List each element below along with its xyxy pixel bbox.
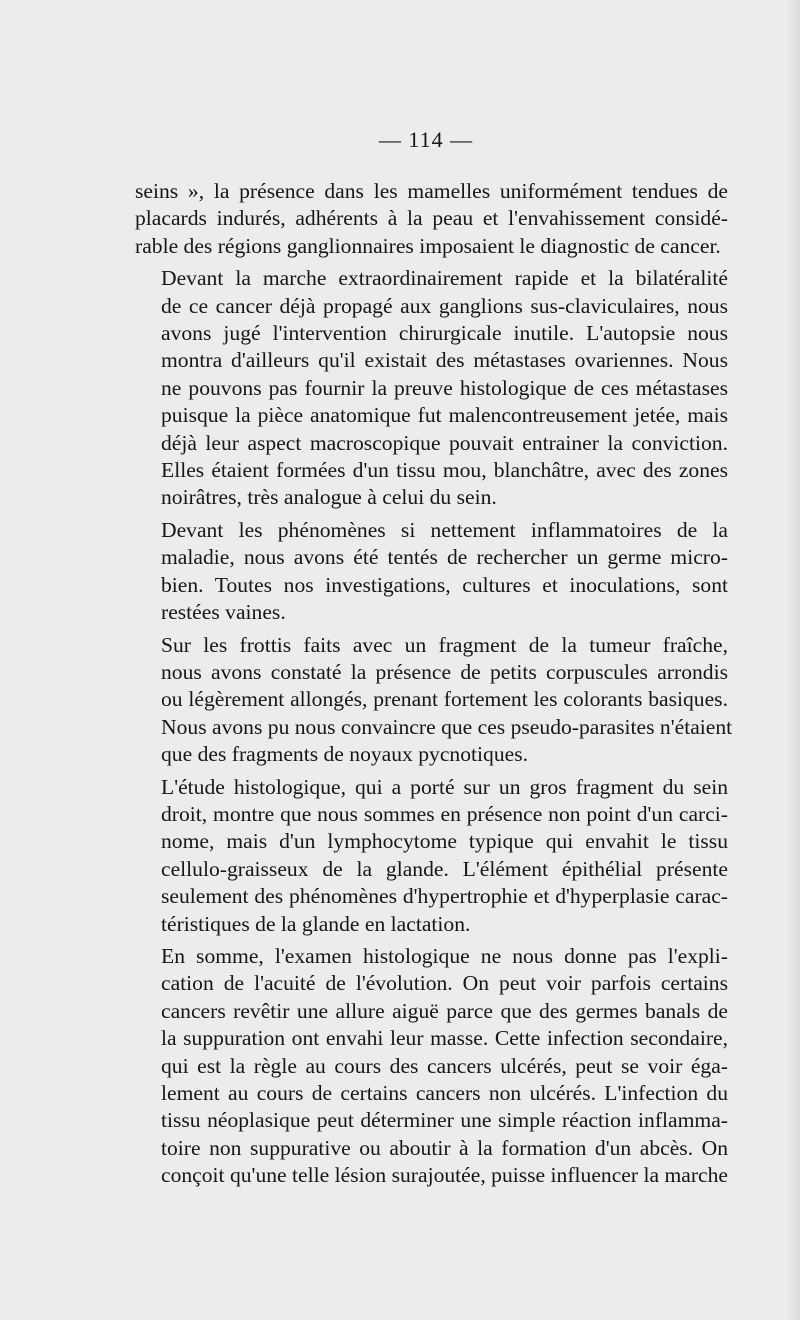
text-line: rable des régions ganglionnaires imposaient le diagnostic de cancer.: [135, 233, 721, 258]
text-line: seins », la présence dans les mamelles uniformément tendues de: [135, 179, 728, 203]
paragraph: [135, 632, 733, 769]
text-line: cation de l'acuité de l'évolution. On peut voir parfois certains: [161, 971, 728, 996]
paragraph: [135, 774, 728, 938]
text-line: de ce cancer déjà propagé aux ganglions sus-claviculaires, nous: [161, 293, 728, 318]
text-line: qui est la règle au cours des cancers ulcérés, peut se voir éga-: [161, 1053, 728, 1078]
text-line: conçoit qu'une telle lésion surajoutée, puisse influencer la marche: [161, 1163, 728, 1188]
text-line: restées vaines.: [161, 600, 286, 625]
text-line: la suppuration ont envahi leur masse. Cette infection secondaire,: [161, 1026, 728, 1051]
page-number: — 114 —: [378, 127, 474, 152]
paragraph: [135, 178, 728, 260]
text-line: que des fragments de noyaux pycnotiques.: [161, 742, 528, 767]
text-line: bien. Toutes nos investigations, cultures et inoculations, sont: [161, 572, 728, 597]
text-line: En somme, l'examen histologique ne nous donne pas l'expli-: [161, 943, 728, 968]
paragraph: [135, 265, 728, 512]
paragraph: [135, 943, 728, 1190]
text-line: placards indurés, adhérents à la peau et l'envahissement considé-: [135, 206, 728, 231]
text-line: puisque la pièce anatomique fut malencontreusement jetée, mais: [161, 403, 728, 428]
body-text: [135, 178, 733, 1195]
text-line: tissu néoplasique peut déterminer une simple réaction inflamma-: [161, 1108, 728, 1133]
text-line: Elles étaient formées d'un tissu mou, blanchâtre, avec des zones: [161, 458, 728, 483]
text-line: L'étude histologique, qui a porté sur un gros fragment du sein: [161, 774, 728, 799]
text-line: Devant la marche extraordinairement rapide et la bilatéralité: [161, 266, 728, 291]
text-line: lement au cours de certains cancers non ulcérés. L'infection du: [161, 1081, 728, 1105]
text-line: droit, montre que nous sommes en présence non point d'un carci-: [161, 801, 728, 826]
text-line: Nous avons pu nous convaincre que ces pseudo-parasites n'étaient: [161, 714, 733, 739]
text-line: Sur les frottis faits avec un fragment de la tumeur fraîche,: [161, 632, 728, 657]
text-line: cancers revêtir une allure aiguë parce que des germes banals de: [161, 998, 728, 1023]
page-edge-shadow: [786, 0, 800, 1320]
text-line: déjà leur aspect macroscopique pouvait entrainer la conviction.: [161, 430, 728, 455]
text-line: nous avons constaté la présence de petits corpuscules arrondis: [161, 659, 728, 684]
text-line: montra d'ailleurs qu'il existait des métastases ovariennes. Nous: [161, 348, 728, 373]
text-line: ne pouvons pas fournir la preuve histologique de ces métastases: [161, 375, 728, 400]
text-line: noirâtres, très analogue à celui du sein.: [161, 485, 497, 510]
text-line: seulement des phénomènes d'hypertrophie et d'hyperplasie carac-: [161, 884, 728, 909]
text-line: avons jugé l'intervention chirurgicale inutile. L'autopsie nous: [161, 321, 728, 346]
paragraph: [135, 517, 728, 627]
text-line: ou légèrement allongés, prenant fortement les colorants basiques.: [161, 687, 728, 712]
text-line: Devant les phénomènes si nettement inflammatoires de la: [161, 517, 728, 542]
text-line: maladie, nous avons été tentés de rechercher un germe micro-: [161, 545, 728, 570]
text-line: cellulo-graisseux de la glande. L'élément épithélial présente: [161, 856, 728, 881]
text-line: nome, mais d'un lymphocytome typique qui envahit le tissu: [161, 829, 728, 854]
text-line: toire non suppurative ou aboutir à la formation d'un abcès. On: [161, 1135, 728, 1160]
text-line: téristiques de la glande en lactation.: [161, 911, 471, 936]
